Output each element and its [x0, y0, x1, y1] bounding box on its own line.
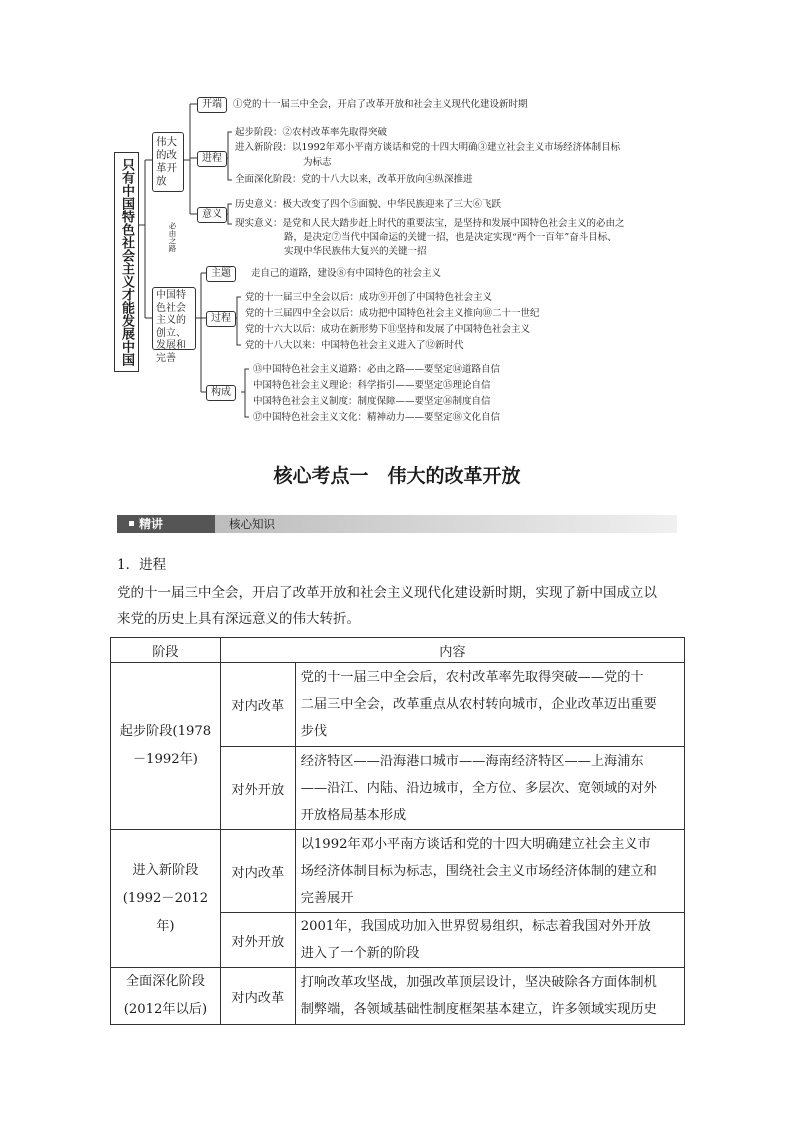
- b2-c2: 中国特色社会主义理论：科学指引——要坚定⑮理论自信: [253, 380, 491, 391]
- root-node: [114, 152, 139, 372]
- chip-meaning: 意义: [197, 207, 227, 223]
- b1-p2: 进入新阶段：以1992年邓小平南方谈话和党的十四大明确③建立社会主义市场经济体制目标: [235, 142, 621, 153]
- banner-tag: 精讲: [139, 517, 164, 531]
- table-row: [111, 968, 685, 1025]
- chip-composition: 构成: [206, 385, 236, 401]
- table-header-row: [111, 638, 685, 663]
- table-row: [111, 830, 685, 913]
- chip-process2: 过程: [206, 311, 236, 327]
- content-cell: [295, 968, 684, 1025]
- b1-m4: 实现中华民族伟大复兴的关键一招: [284, 246, 427, 257]
- b2-c4: ⑰中国特色社会主义文化：精神动力——要坚定⑱文化自信: [253, 412, 501, 423]
- content-line: 进入了一个新的阶段: [300, 946, 420, 961]
- type-cell: 对内改革: [220, 968, 295, 1025]
- content-line: 步伐: [300, 724, 328, 739]
- b1-m3: 路，是决定⑦当代中国命运的关键一招，也是决定实现“两个一百年”奋斗目标、: [284, 232, 617, 243]
- link-label: 必由之路: [168, 222, 177, 252]
- content-line: 二届三中全会，改革重点从农村转向城市，企业改革迈出重要: [300, 697, 657, 712]
- b2-q4: 党的十八大以来：中国特色社会主义进入了⑫新时代: [245, 340, 464, 351]
- stage-cell: 起步阶段(1978－1992年): [111, 663, 221, 830]
- content-cell: [295, 663, 684, 747]
- stage-cell: 进入新阶段(1992－2012年): [111, 830, 221, 968]
- branch-socialism-label: 中国特色社会主义的创立、发展和完善: [156, 290, 186, 364]
- section-banner: [117, 515, 677, 533]
- b2-q1: 党的十一届三中全会以后：成功⑨开创了中国特色社会主义: [245, 292, 493, 303]
- table-header-content: 内容: [220, 638, 684, 663]
- b2-q2: 党的十三届四中全会以后：成功把中国特色社会主义推向⑩二十一世纪: [245, 308, 540, 319]
- b2-theme-text: 走自己的道路，建设⑧有中国特色的社会主义: [251, 268, 442, 279]
- root-label: 只有中国特色社会主义才能发展中国: [119, 158, 134, 366]
- banner-square-icon: [129, 521, 134, 526]
- content-cell: [295, 747, 684, 830]
- table-header-stage: 阶段: [111, 638, 221, 663]
- content-cell: [295, 830, 684, 913]
- type-cell: 对外开放: [220, 913, 295, 968]
- content-line: 党的十一届三中全会后，农村改革率先取得突破——党的十: [300, 670, 644, 685]
- chip-process: 进程: [197, 151, 227, 167]
- banner-label: 核心知识: [229, 517, 275, 531]
- b1-m1: 历史意义：极大改变了四个⑤面貌、中华民族迎来了三大⑥飞跃: [235, 199, 502, 210]
- stage-cell: 全面深化阶段(2012年以后): [111, 968, 221, 1025]
- b2-q3: 党的十六大以后：成功在新形势下⑪坚持和发展了中国特色社会主义: [245, 324, 531, 335]
- banner-bar: [215, 515, 677, 533]
- chip-start: 开端: [197, 97, 227, 113]
- b1-p1: 起步阶段：②农村改革率先取得突破: [235, 127, 388, 138]
- intro-line-2: 来党的历史上具有深远意义的伟大转折。: [117, 611, 360, 627]
- content-line: 场经济体制目标为标志，围绕社会主义市场经济体制的建立和: [300, 863, 657, 879]
- content-cell: [295, 913, 684, 968]
- b2-c1: ⑬中国特色社会主义道路：必由之路——要坚定⑭道路自信: [253, 364, 501, 375]
- progress-table: [110, 637, 685, 1025]
- b2-c3: 中国特色社会主义制度：制度保障——要坚定⑯制度自信: [253, 396, 491, 407]
- content-line: ——沿江、内陆、沿边城市，全方位、多层次、宽领域的对外: [300, 780, 657, 796]
- section-title: 1．进程: [117, 557, 167, 573]
- table-row: [111, 663, 685, 747]
- branch-socialism: [152, 287, 196, 364]
- content-line: 经济特区——沿海港口城市——海南经济特区——上海浦东: [300, 753, 644, 769]
- b1-p3: 全面深化阶段：党的十八大以来，改革开放向④纵深推进: [235, 174, 473, 185]
- branch-reform-label: 伟大的改革开放: [156, 136, 177, 187]
- b1-start-text: ①党的十一届三中全会，开启了改革开放和社会主义现代化建设新时期: [233, 99, 528, 110]
- page-heading: 核心考点一 伟大的改革开放: [273, 465, 521, 487]
- content-line: 打响改革攻坚战，加强改革顶层设计，坚决破除各方面体制机: [300, 975, 657, 990]
- branch-reform: [152, 132, 184, 192]
- content-line: 2001年，我国成功加入世界贸易组织，标志着我国对外开放: [300, 919, 651, 934]
- type-cell: 对内改革: [220, 663, 295, 747]
- content-line: 开放格局基本形成: [300, 807, 407, 823]
- content-line: 完善展开: [300, 890, 354, 906]
- b1-m2: 现实意义：是党和人民大踏步赶上时代的重要法宝，是坚持和发展中国特色社会主义的必由之: [235, 218, 625, 229]
- intro-line-1: 党的十一届三中全会，开启了改革开放和社会主义现代化建设新时期，实现了新中国成立以: [117, 585, 657, 601]
- content-line: 制弊端，各领域基础性制度框架基本建立，许多领域实现历史: [300, 1002, 657, 1017]
- chip-theme: 主题: [206, 266, 236, 282]
- type-cell: 对内改革: [220, 830, 295, 913]
- type-cell: 对外开放: [220, 747, 295, 830]
- b1-p2b: 为标志: [303, 157, 332, 168]
- content-line: 以1992年邓小平南方谈话和党的十四大明确建立社会主义市: [300, 836, 651, 852]
